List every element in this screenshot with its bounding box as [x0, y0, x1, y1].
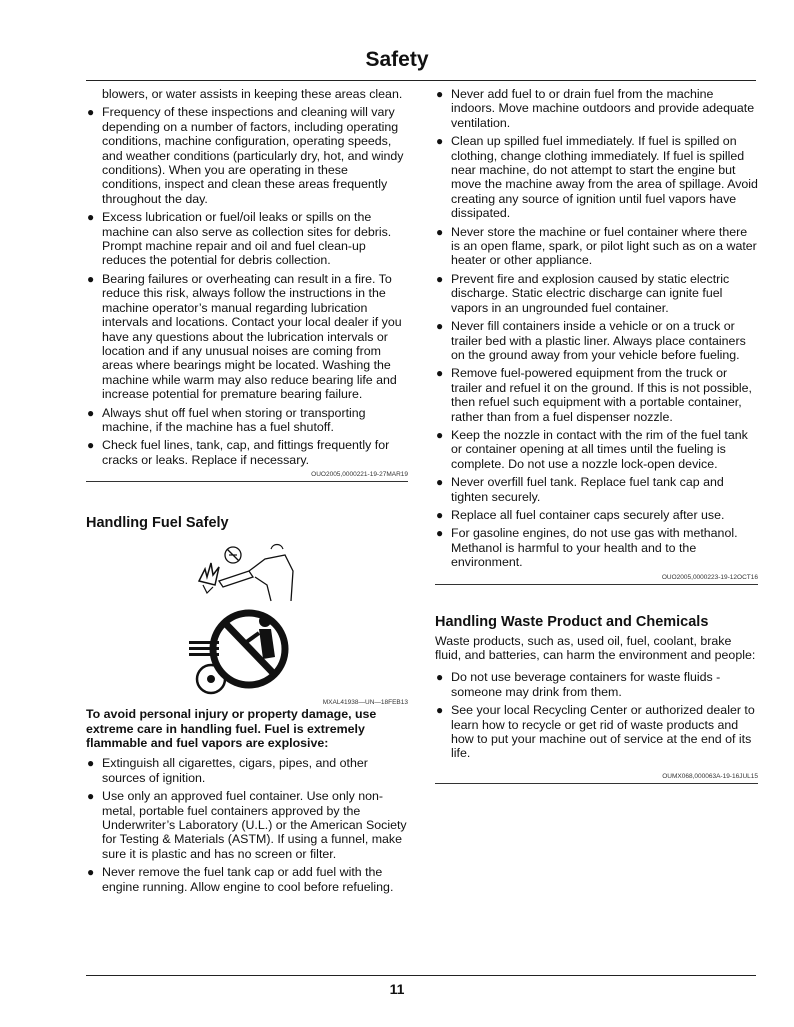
left-column: [86, 87, 408, 898]
fuel-bullet-list-continued: [435, 87, 758, 570]
list-item: ● Use only an approved fuel container. Use only non-metal, portable fuel containers approved by the Underwriter’s Laboratory (U.L.) or the American Society for Testing & Materials (ASTM). If using a funnel, make sure it is plastic and has no screen or filter.: [87, 789, 407, 861]
list-item: ● Never fill containers inside a vehicle or on a truck or trailer bed with a plastic liner. Always place containers on the ground away from your vehicle before fueling.: [436, 319, 746, 362]
bullet-icon: ●: [436, 224, 444, 239]
list-item: ● Clean up spilled fuel immediately. If fuel is spilled on clothing, change clothing immediately. If fuel is spilled near machine, do not attempt to start the engine but move the machine away from the area of spillage. Avoid creating any source of ignition until fuel vapors have dissipated.: [436, 134, 758, 221]
reference-code: OUMX068,000063A-19-16JUL15: [662, 772, 758, 780]
right-column: [435, 87, 758, 784]
fuel-warning-text: To avoid personal injury or property damage, use extreme care in handling fuel. Fuel is extremely flammable and fuel vapors are explosive:: [86, 707, 377, 750]
list-item: ● Prevent fire and explosion caused by static electric discharge. Static electric discharge can ignite fuel vapors in an ungrounded fuel container.: [436, 271, 730, 315]
waste-bullet-list: [435, 670, 758, 760]
bullet-icon: ●: [87, 789, 95, 804]
list-item: ● Remove fuel-powered equipment from the truck or trailer and refuel it on the ground. If this is not possible, then refuel such equipment with a portable container, rather than from a fuel dispenser nozzle.: [436, 366, 752, 424]
bullet-icon: ●: [436, 134, 444, 149]
fuel-fire-illustration: [193, 541, 301, 603]
no-smoking-refuel-icon: [187, 607, 307, 699]
bullet-icon: ●: [87, 210, 95, 225]
section-divider: [86, 481, 408, 482]
bullet-icon: ●: [436, 427, 444, 442]
list-item: ● See your local Recycling Center or authorized dealer to learn how to recycle or get rid of waste products and how to put your machine out of service at the end of its life.: [436, 703, 755, 761]
reference-code: OUO2005,0000221-19-27MAR19: [311, 471, 408, 479]
bullet-icon: ●: [436, 319, 444, 334]
image-caption: MXAL41938—UN—18FEB13: [322, 699, 408, 707]
section-heading-fuel: Handling Fuel Safely: [86, 515, 229, 532]
bullet-icon: ●: [436, 366, 444, 381]
list-item: ● Never overfill fuel tank. Replace fuel tank cap and tighten securely.: [436, 475, 724, 504]
list-item: ● Bearing failures or overheating can result in a fire. To reduce this risk, always follow the instructions in the machine operator’s manual regarding lubrication intervals and locations. Contact your local dealer if you have any questions about the lubrication intervals or location and if any unusual noises are coming from areas where bearings might be located. Washing the machine while warm may also reduce bearing life and increase potential for premature bearing failure.: [87, 271, 402, 402]
list-item: ● Extinguish all cigarettes, cigars, pipes, and other sources of ignition.: [87, 756, 368, 785]
bullet-icon: ●: [87, 105, 95, 120]
bullet-icon: ●: [436, 475, 444, 490]
section-heading-waste: Handling Waste Product and Chemicals: [435, 613, 709, 630]
debris-bullet-list: [86, 105, 408, 467]
list-item: ● Always shut off fuel when storing or transporting machine, if the machine has a fuel shutoff.: [87, 405, 366, 434]
waste-intro-text: Waste products, such as, used oil, fuel, coolant, brake fluid, and batteries, can harm the environment and people:: [435, 633, 756, 662]
bullet-icon: ●: [436, 507, 444, 522]
list-item: ● Frequency of these inspections and cleaning will vary depending on a number of factors, including operating conditions, machine configuration, operating speeds, and weather conditions (particularly dry, hot, and windy conditions). When you are operating in these conditions, inspect and clean these areas frequently throughout the day.: [87, 105, 404, 206]
list-item: ● Never store the machine or fuel container where there is an open flame, spark, or pilot light such as on a water heater or other appliance.: [436, 224, 757, 268]
footer-divider: [86, 975, 756, 976]
list-item: ● Keep the nozzle in contact with the rim of the fuel tank or container opening at all times until the fueling is complete. Do not use a nozzle lock-open device.: [436, 427, 748, 471]
bullet-icon: ●: [436, 87, 444, 101]
bullet-icon: ●: [87, 405, 95, 420]
reference-code: OUO2005,0000223-19-12OCT16: [661, 573, 758, 581]
bullet-icon: ●: [87, 865, 95, 880]
list-item: ● Never add fuel to or drain fuel from the machine indoors. Move machine outdoors and provide adequate ventilation.: [436, 87, 755, 130]
bullet-icon: ●: [436, 670, 444, 685]
list-item: ● Do not use beverage containers for waste fluids - someone may drink from them.: [436, 670, 721, 699]
bullet-icon: ●: [436, 526, 444, 541]
page-title: Safety: [365, 48, 429, 71]
list-item: ● Excess lubrication or fuel/oil leaks or spills on the machine can also serve as collection sites for debris. Prompt machine repair and oil and fuel clean-up reduces the potential for debris collection.: [87, 210, 392, 268]
fuel-bullet-list: [86, 756, 408, 894]
list-item: ● For gasoline engines, do not use gas with methanol. Methanol is harmful to your health and to the environment.: [436, 526, 738, 570]
bullet-icon: ●: [436, 271, 444, 286]
section-divider: [435, 584, 758, 585]
bullet-icon: ●: [436, 703, 444, 718]
list-item: ● Check fuel lines, tank, cap, and fittings frequently for cracks or leaks. Replace if necessary.: [87, 438, 390, 467]
header-divider: [86, 80, 756, 81]
page-number: 11: [389, 981, 405, 997]
bullet-icon: ●: [87, 271, 95, 286]
section-divider: [435, 783, 758, 784]
continued-text: blowers, or water assists in keeping these areas clean.: [102, 87, 403, 101]
list-item: ● Never remove the fuel tank cap or add fuel with the engine running. Allow engine to cool before refueling.: [87, 865, 394, 894]
bullet-icon: ●: [87, 438, 95, 453]
list-item: ● Replace all fuel container caps securely after use.: [436, 507, 725, 522]
bullet-icon: ●: [87, 756, 95, 771]
